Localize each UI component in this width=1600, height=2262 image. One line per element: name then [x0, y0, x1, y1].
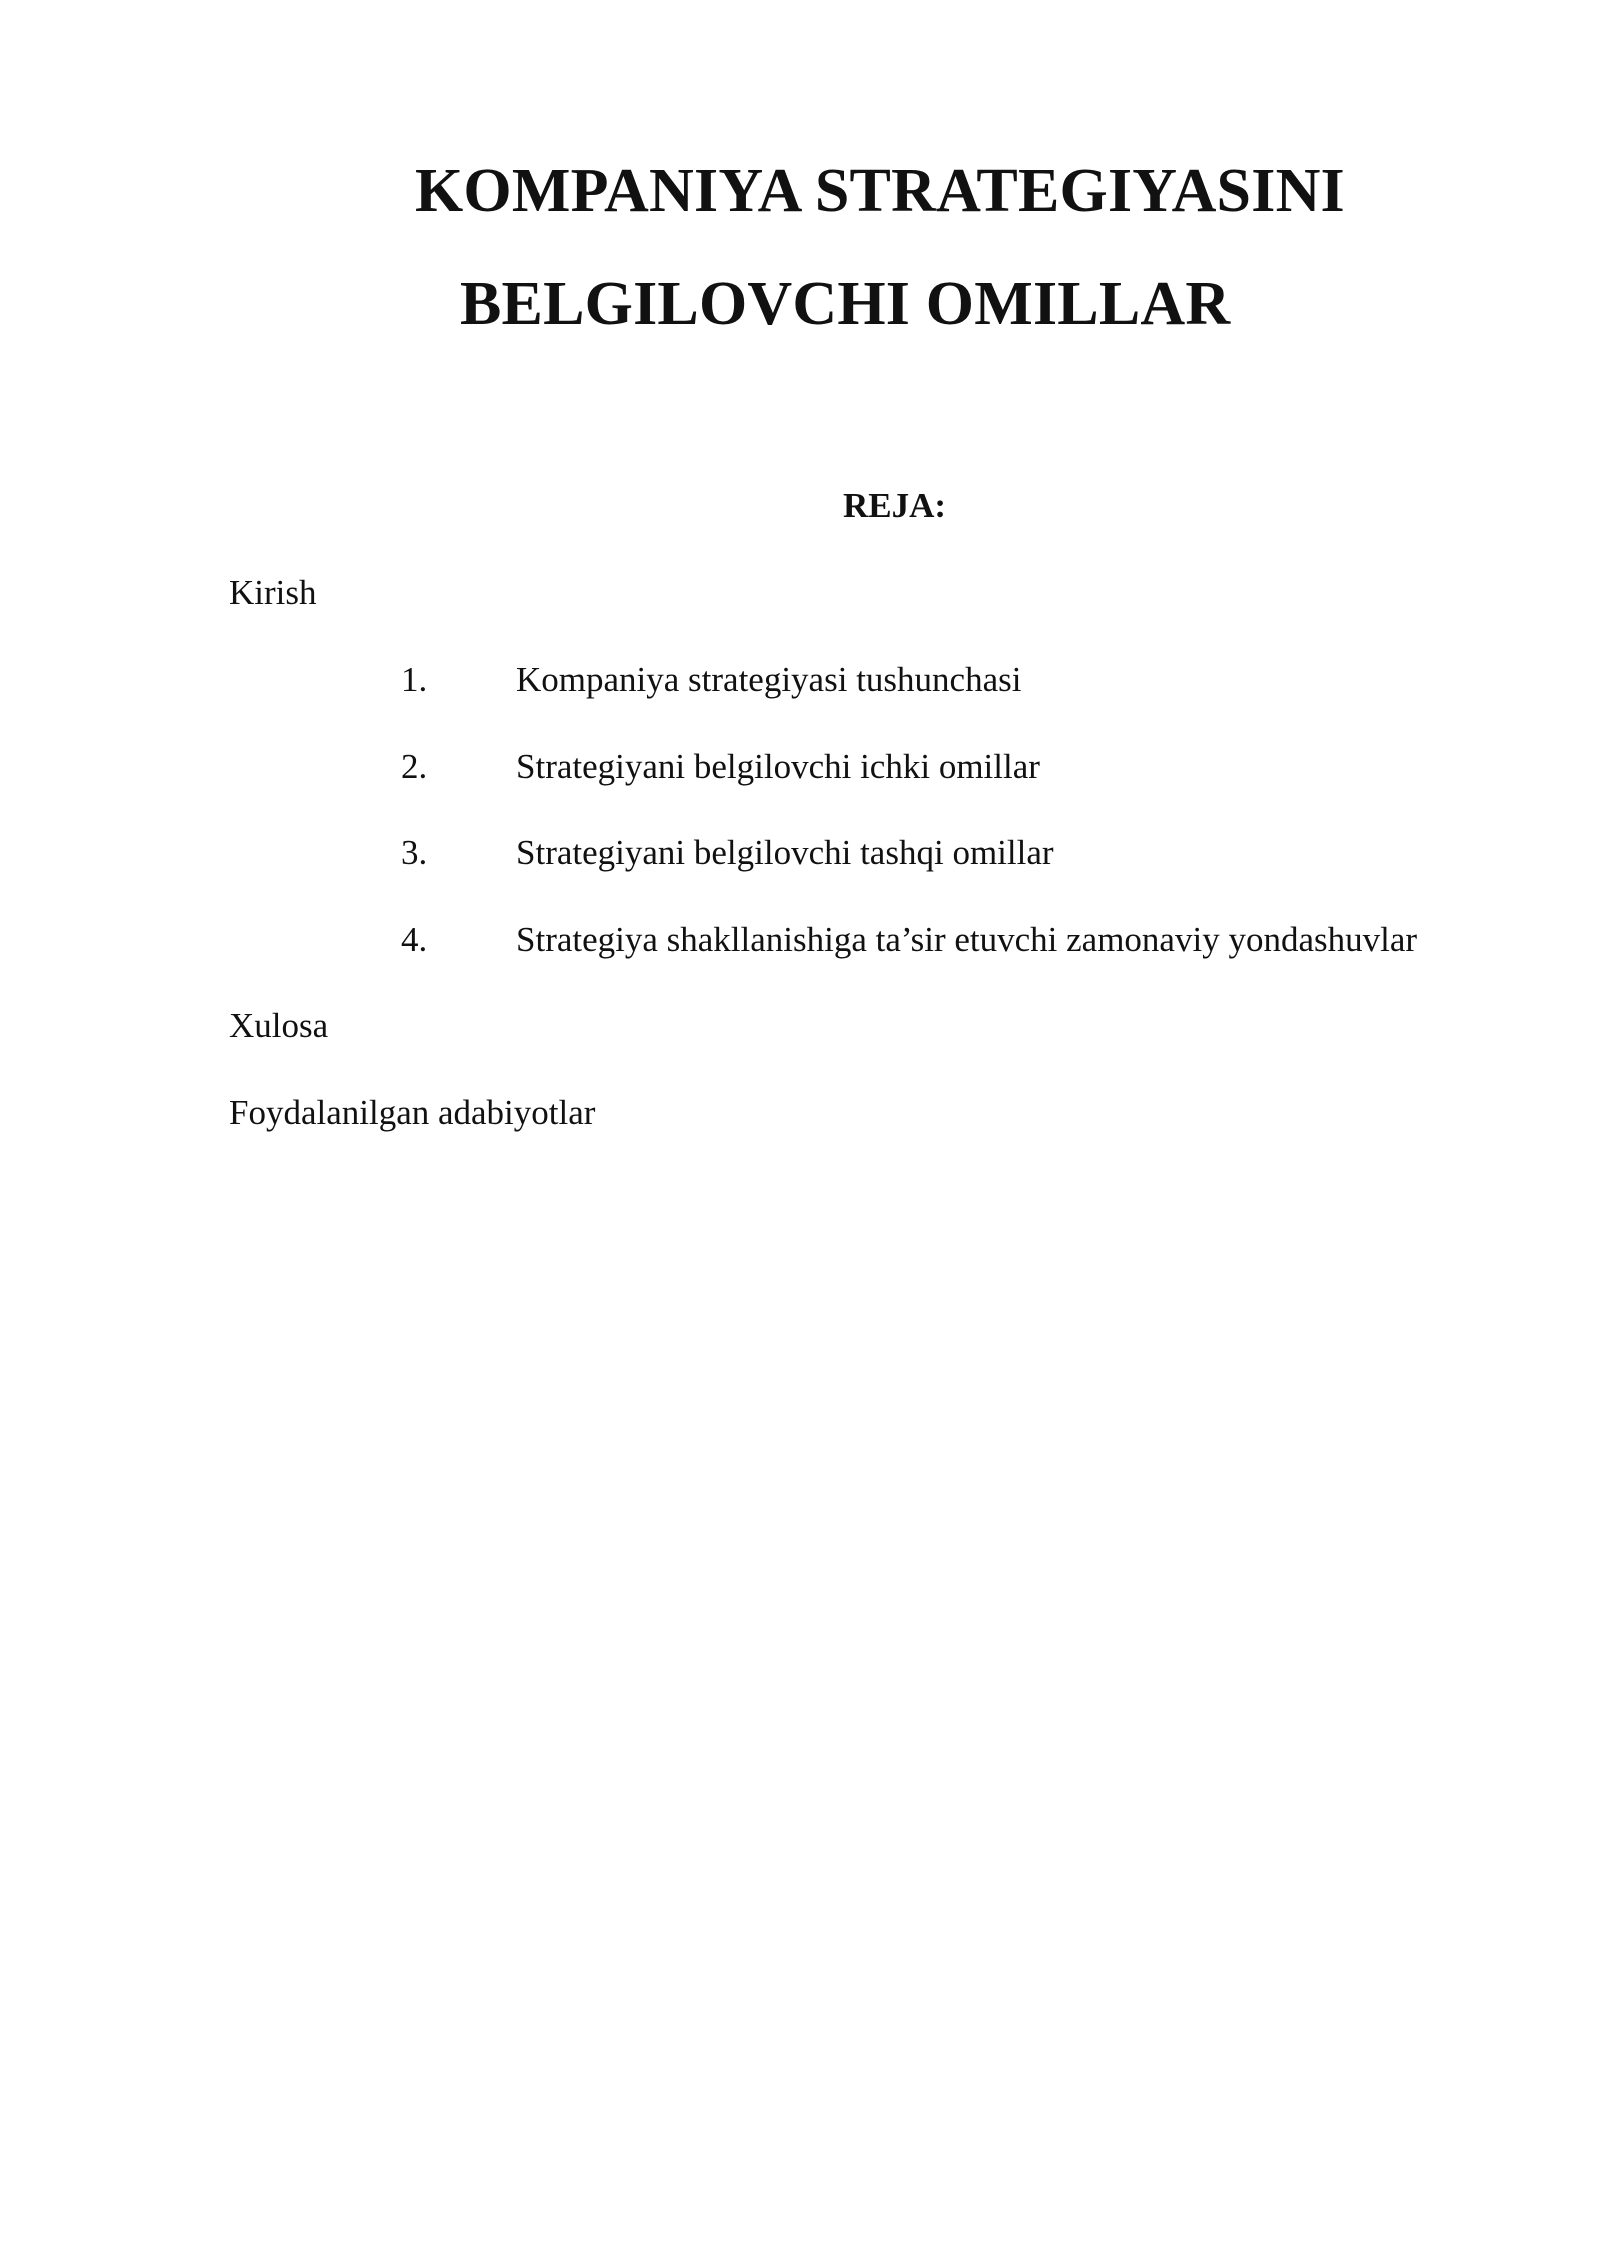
document-title-line-2: BELGILOVCHI OMILLAR: [460, 270, 1231, 338]
plan-item-text: Strategiyani belgilovchi tashqi omillar: [516, 833, 1054, 872]
plan-item-number: 3.: [401, 833, 428, 872]
plan-item-text: Strategiya shakllanishiga ta’sir etuvchi zamonaviy yondashuvlar: [516, 920, 1418, 959]
plan-item-number: 4.: [401, 920, 428, 959]
plan-item-text: Strategiyani belgilovchi ichki omillar: [516, 747, 1040, 786]
conclusion-section-label: Xulosa: [229, 1006, 329, 1045]
references-section-label: Foydalanilgan adabiyotlar: [229, 1093, 596, 1132]
plan-item-number: 1.: [401, 660, 428, 699]
plan-item-number: 2.: [401, 747, 428, 786]
plan-heading: REJA:: [843, 486, 947, 525]
intro-section-label: Kirish: [229, 573, 317, 612]
plan-item-text: Kompaniya strategiyasi tushunchasi: [516, 660, 1022, 699]
document-title-line-1: KOMPANIYA STRATEGIYASINI: [415, 157, 1345, 225]
